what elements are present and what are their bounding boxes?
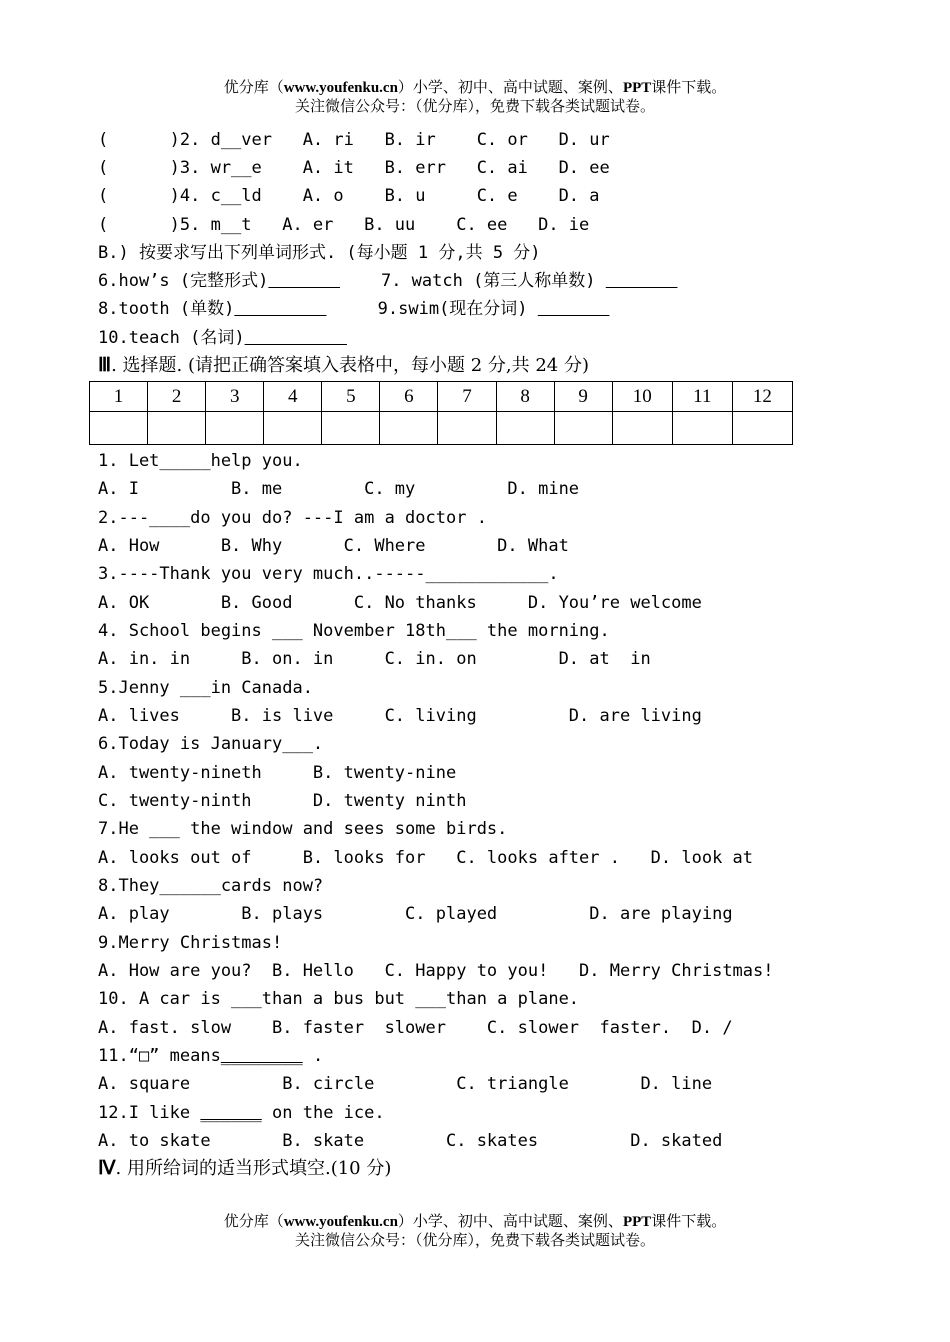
section-4-heading: Ⅳ. 用所给词的适当形式填空.(10 分)	[98, 1158, 392, 1179]
question-line: 7.He ___ the window and sees some birds.	[98, 819, 508, 839]
question-line: 8.They______cards now?	[98, 876, 324, 896]
answer-cell[interactable]	[612, 412, 672, 445]
table-header-cell: 9	[554, 382, 612, 412]
answer-blank	[268, 271, 340, 291]
question-line: 2.---____do you do? ---I am a doctor .	[98, 508, 487, 528]
table-header-cell: 3	[206, 382, 264, 412]
word-forms-line: 10.teach (名词)	[98, 327, 347, 349]
answer-cell[interactable]	[496, 412, 554, 445]
options-line: C. twenty-ninth D. twenty ninth	[98, 791, 467, 811]
table-header-cell: 8	[496, 382, 554, 412]
options-line: A. square B. circle C. triangle D. line	[98, 1074, 713, 1094]
table-header-cell: 5	[322, 382, 380, 412]
question-line: ( )4. c__ld A. o B. u C. e D. a	[98, 186, 600, 206]
question-line: 3.----Thank you very much..-----____________.	[98, 564, 559, 584]
answer-blank	[606, 271, 678, 291]
question-line: 5.Jenny ___in Canada.	[98, 678, 313, 698]
answer-cell[interactable]	[322, 412, 380, 445]
options-line: A. to skate B. skate C. skates D. skated	[98, 1131, 723, 1151]
options-line: A. twenty-nineth B. twenty-nine	[98, 763, 457, 783]
word-forms-instruction: B.) 按要求写出下列单词形式. (每小题 1 分,共 5 分)	[98, 243, 541, 263]
answer-blank	[538, 299, 610, 319]
answer-cell[interactable]	[264, 412, 322, 445]
page-header-line1: 优分库（www.youfenku.cn）小学、初中、高中试题、案例、PPT课件下载。	[223, 78, 727, 96]
page-footer-line1: 优分库（www.youfenku.cn）小学、初中、高中试题、案例、PPT课件下载。	[223, 1212, 727, 1230]
table-header-cell: 10	[612, 382, 672, 412]
options-line: A. I B. me C. my D. mine	[98, 479, 580, 499]
answer-cell[interactable]	[148, 412, 206, 445]
options-line: A. OK B. Good C. No thanks D. You’re welcome	[98, 593, 702, 613]
options-line: A. in. in B. on. in C. in. on D. at in	[98, 649, 651, 669]
answer-cell[interactable]	[732, 412, 792, 445]
answer-cell[interactable]	[206, 412, 264, 445]
word-forms-line: 8.tooth (单数) 9.swim(现在分词)	[98, 298, 609, 320]
question-line: ( )3. wr__e A. it B. err C. ai D. ee	[98, 158, 610, 178]
options-line: A. lives B. is live C. living D. are living	[98, 706, 702, 726]
question-line: 4. School begins ___ November 18th___ the morning.	[98, 621, 610, 641]
answer-table	[89, 381, 793, 445]
options-line: A. How are you? B. Hello C. Happy to you! D. Merry Christmas!	[98, 961, 774, 981]
options-line: A. looks out of B. looks for C. looks after . D. look at	[98, 848, 754, 868]
options-line: A. play B. plays C. played D. are playing	[98, 904, 733, 924]
answer-cell[interactable]	[380, 412, 438, 445]
question-line: ( )2. d__ver A. ri B. ir C. or D. ur	[98, 130, 610, 150]
answer-cell[interactable]	[90, 412, 148, 445]
question-line: 11.“□” means________ .	[98, 1046, 324, 1066]
question-line: 6.Today is January___.	[98, 734, 324, 754]
table-header-cell: 4	[264, 382, 322, 412]
table-header-cell: 7	[438, 382, 496, 412]
options-line: A. fast. slow B. faster slower C. slower faster. D. /	[98, 1018, 733, 1038]
page-header-line2: 关注微信公众号：（优分库），免费下载各类试题试卷。	[294, 97, 655, 115]
table-header-cell: 11	[672, 382, 732, 412]
table-header-cell: 2	[148, 382, 206, 412]
answer-blank: ________	[220, 1046, 303, 1066]
answer-blank: ______	[200, 1103, 262, 1123]
answer-blank	[245, 328, 347, 348]
answer-cell[interactable]	[438, 412, 496, 445]
table-header-cell: 1	[90, 382, 148, 412]
table-header-cell: 12	[732, 382, 792, 412]
question-line: 1. Let_____help you.	[98, 451, 303, 471]
answer-cell[interactable]	[554, 412, 612, 445]
section-3-heading: Ⅲ. 选择题. (请把正确答案填入表格中，每小题 2 分,共 24 分)	[98, 355, 590, 376]
word-forms-line: 6.how’s (完整形式) 7. watch (第三人称单数)	[98, 270, 677, 292]
question-line: ( )5. m__t A. er B. uu C. ee D. ie	[98, 215, 590, 235]
footer-site-link[interactable]: www.youfenku.cn	[283, 1214, 398, 1230]
question-line: 12.I like ______ on the ice.	[98, 1103, 385, 1123]
question-line: 9.Merry Christmas!	[98, 933, 283, 953]
options-line: A. How B. Why C. Where D. What	[98, 536, 569, 556]
answer-blank	[234, 299, 326, 319]
question-line: 10. A car is ___than a bus but ___than a plane.	[98, 989, 580, 1009]
header-site-link[interactable]: www.youfenku.cn	[283, 80, 398, 96]
table-header-cell: 6	[380, 382, 438, 412]
page-footer-line2: 关注微信公众号：（优分库），免费下载各类试题试卷。	[294, 1231, 655, 1249]
answer-cell[interactable]	[672, 412, 732, 445]
